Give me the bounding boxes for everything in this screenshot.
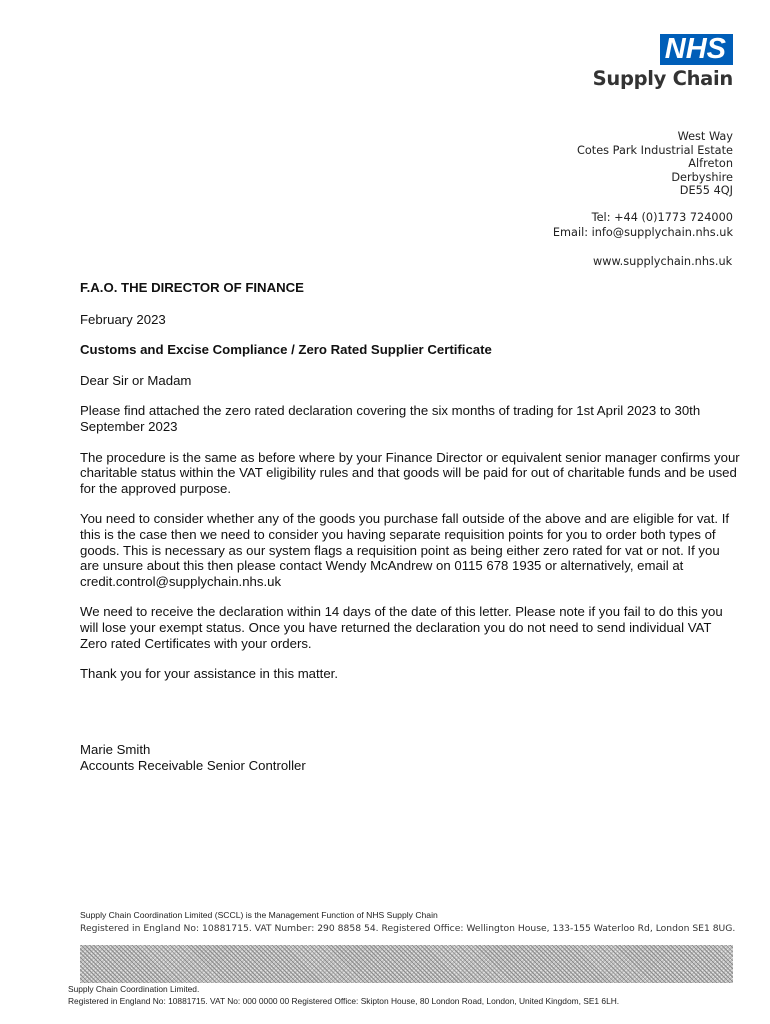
email-address: Email: info@supplychain.nhs.uk: [552, 225, 733, 239]
address-postcode: DE55 4QJ: [679, 184, 733, 197]
footer-management-note: Supply Chain Coordination Limited (SCCL) is the Management Function of NHS Supply Chain: [80, 910, 438, 920]
fao-line: F.A.O. THE DIRECTOR OF FINANCE: [80, 280, 304, 295]
footer-registration: Registered in England No: 10881715. VAT Number: 290 8858 54. Registered Office: Wellington House, 133-155 Waterloo Rd, London SE1 8UG.: [80, 923, 736, 934]
address-line: Alfreton: [688, 157, 733, 170]
closing-paragraph: Thank you for your assistance in this matter.: [80, 666, 339, 682]
salutation: Dear Sir or Madam: [80, 372, 192, 388]
footer-registered-office: Registered in England No: 10881715. VAT No: 000 0000 00 Registered Office: Skipton House, 80 London Road, London, United Kingdom, SE1 6LH.: [68, 995, 620, 1006]
letter-date: February 2023: [80, 311, 166, 327]
address-line: Derbyshire: [671, 170, 733, 184]
signatory-title: Accounts Receivable Senior Controller: [80, 758, 306, 773]
address-line: West Way: [677, 130, 733, 143]
logo-subtitle: Supply Chain: [592, 67, 733, 90]
paragraph: The procedure is the same as before where by your Finance Director or equivalent senior manager confirms your charitable status within the VAT eligibility rules and that goods will be paid for out of charitable funds and be used for the approved purpose.: [80, 449, 740, 496]
nhs-supply-chain-logo: [583, 34, 733, 90]
signature-block: [80, 742, 306, 774]
footer-company: Supply Chain Coordination Limited.: [68, 984, 200, 994]
paragraph: You need to consider whether any of the goods you purchase fall outside of the above and are eligible for vat. If this is the case then we need to consider you having separate requisition points for you to order both types of goods. This is necessary as our system flags a requisition point as being either zero rated for vat or not. If you are unsure about this then please contact Wendy McAndrew on 0115 678 1935 or alternatively, email at credit.control@supplychain.nhs.uk: [80, 511, 730, 589]
telephone: Tel: +44 (0)1773 724000: [591, 211, 733, 224]
nhs-logo-badge: NHS: [660, 34, 733, 65]
sender-contact: [553, 211, 733, 240]
sender-address: [577, 130, 733, 198]
footer-pattern-band: [80, 945, 733, 983]
letter-body: [80, 280, 740, 682]
footer-legal: [68, 984, 619, 1007]
signatory-name: Marie Smith: [80, 742, 151, 757]
website-link[interactable]: www.supplychain.nhs.uk: [593, 255, 733, 268]
letter-subject: Customs and Excise Compliance / Zero Rated Supplier Certificate: [80, 342, 492, 358]
paragraph: Please find attached the zero rated declaration covering the six months of trading for 1st April 2023 to 30th September 2023: [80, 403, 701, 434]
paragraph: We need to receive the declaration within 14 days of the date of this letter. Please note if you fail to do this you will lose your exempt status. Once you have returned the declaration you do not need to send individual VAT Zero rated Certificates with your orders.: [80, 604, 723, 651]
address-line: Cotes Park Industrial Estate: [577, 143, 733, 157]
